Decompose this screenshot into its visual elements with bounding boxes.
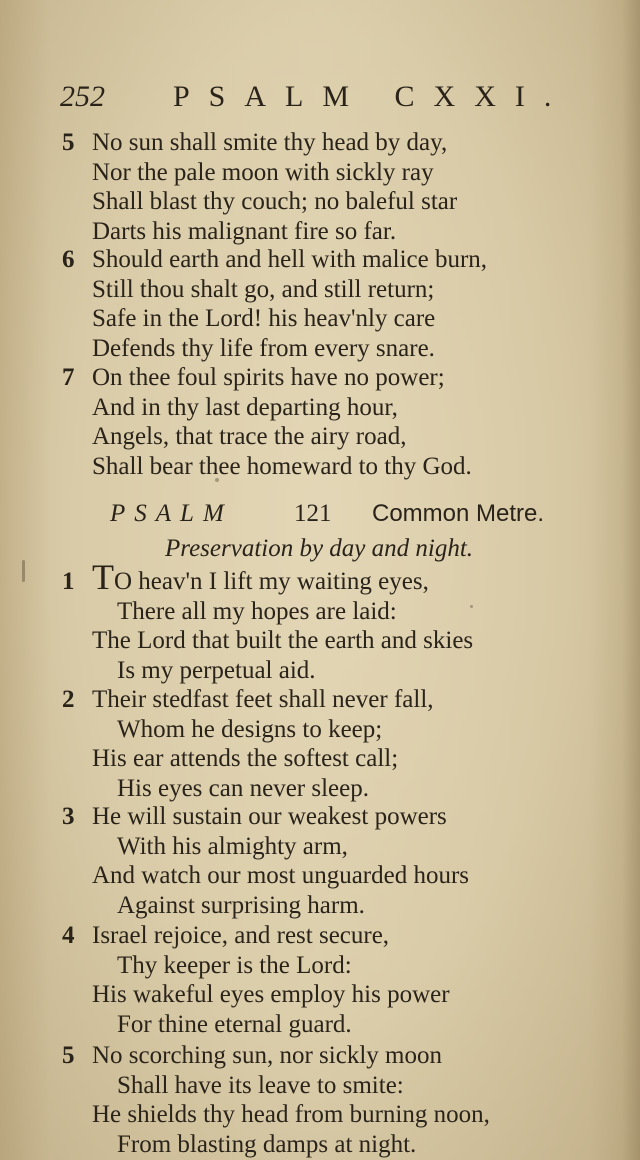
stanza-number: 4 [62,922,75,949]
stanza-line [62,158,582,188]
ink-mark [22,560,25,582]
psalm-heading [110,500,580,534]
verse-text: There all my hopes are laid: [117,597,397,625]
stanza-line [62,128,582,158]
running-title: PSALM CXXI. [173,80,571,113]
stanza-line [62,802,582,832]
verse-text: He will sustain our weakest powers [92,803,447,830]
verse-text: Against surprising harm. [117,891,365,919]
verse-text: Their stedfast feet shall never fall, [92,686,434,713]
stanza-prev-7 [62,363,582,481]
verse-text: His eyes can never sleep. [117,774,369,802]
psalm-metre: Common Metre. [372,500,545,527]
verse-text: Still thou shalt go, and still return; [92,275,435,303]
verse-text: Should earth and hell with malice burn, [92,246,488,273]
stanza-line [62,393,582,423]
stanza-line [62,980,582,1010]
verse-text: O heav'n I lift my waiting eyes, [114,568,429,595]
stanza-number: 3 [62,803,75,830]
stanza-number: 7 [62,364,75,391]
verse-text: Defends thy life from every snare. [92,334,435,362]
verse-text: Shall have its leave to smite: [117,1071,404,1099]
drop-initial: T [92,557,114,597]
psalm-label: PSALM [110,500,233,527]
stanza-number: 6 [62,246,75,273]
stanza-line [62,656,582,686]
stanza-line [62,187,582,217]
stanza-5 [62,1041,582,1159]
stanza-line [62,774,582,804]
verse-text: And in thy last departing hour, [92,393,398,421]
psalm-number: 121 [294,500,332,527]
verse-text: Angels, that trace the airy road, [92,423,407,450]
verse-text: Whom he designs to keep; [117,715,383,743]
stanza-line [62,744,582,774]
verse-text: He shields thy head from burning noon, [92,1101,490,1128]
verse-text: Shall blast thy couch; no baleful star [92,188,458,215]
verse-text: Nor the pale moon with sickly ray [92,158,434,186]
verse-text: From blasting damps at night. [117,1130,417,1158]
stanza-number: 2 [62,686,75,713]
stanza-line [62,334,582,364]
running-header [60,80,571,120]
verse-text: For thine eternal guard. [117,1010,352,1038]
stanza-line [62,245,582,275]
stanza-line [62,861,582,891]
stanza-line [62,452,582,482]
stanza-4 [62,921,582,1039]
verse-text: Israel rejoice, and rest secure, [92,922,390,949]
stanza-prev-5 [62,128,582,246]
verse-text: No scorching sun, nor sickly moon [92,1042,442,1069]
stanza-line [62,832,582,862]
stanza-line [62,951,582,981]
verse-text: Darts his malignant fire so far. [92,217,397,245]
stanza-line [62,557,582,597]
stanza-3 [62,802,582,920]
stanza-line [62,626,582,656]
stanza-line [62,1130,582,1160]
stanza-line [62,921,582,951]
verse-text: Safe in the Lord! his heav'nly care [92,305,436,332]
verse-text: No sun shall smite thy head by day, [92,129,448,156]
stanza-line [62,363,582,393]
stanza-line [62,304,582,334]
verse-text: With his almighty arm, [117,832,348,860]
stanza-line [62,1071,582,1101]
verse-text: Shall bear thee homeward to thy God. [92,452,472,480]
stanza-number: 1 [62,568,75,595]
stanza-line [62,715,582,745]
stanza-line [62,422,582,452]
verse-text: On thee foul spirits have no power; [92,364,445,391]
stanza-1 [62,557,582,685]
stanza-prev-6 [62,245,582,363]
verse-text: His wakeful eyes employ his power [92,981,450,1008]
verse-text: Thy keeper is the Lord: [117,951,352,979]
stanza-line [62,685,582,715]
stanza-line [62,597,582,627]
stanza-line [62,217,582,247]
stanza-number: 5 [62,129,75,156]
stanza-line [62,275,582,305]
stanza-line [62,1041,582,1071]
stanza-2 [62,685,582,803]
verse-text: The Lord that built the earth and skies [92,627,474,654]
page-gutter-shadow [622,0,640,1160]
stanza-line [62,1010,582,1040]
stanza-number: 5 [62,1042,75,1069]
stanza-line [62,1100,582,1130]
verse-text: Is my perpetual aid. [117,656,316,684]
verse-text: And watch our most unguarded hours [92,862,470,889]
page-number: 252 [60,80,105,113]
verse-text-first [92,557,429,597]
stanza-line [62,891,582,921]
psalm-subtitle: Preservation by day and night. [165,535,474,562]
verse-text: His ear attends the softest call; [92,745,399,772]
